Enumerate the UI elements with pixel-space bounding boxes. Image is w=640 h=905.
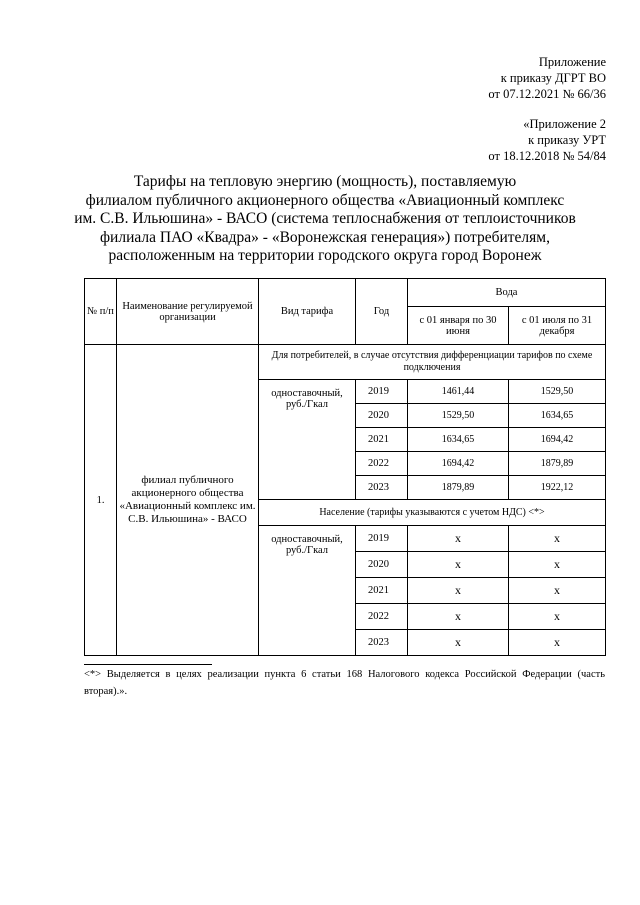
value-cell: x bbox=[408, 604, 509, 630]
title-line: Тарифы на тепловую энергию (мощность), поставляемую bbox=[133, 173, 517, 190]
year-cell: 2022 bbox=[356, 604, 408, 630]
annex-current-line1: Приложение bbox=[538, 55, 606, 69]
value-cell: 1922,12 bbox=[509, 476, 606, 500]
value-cell: 1461,44 bbox=[408, 380, 509, 404]
title-line: филиалом публичного акционерного общества «Авиационный комплекс bbox=[85, 191, 565, 209]
value-cell: x bbox=[408, 552, 509, 578]
section2-heading: Население (тарифы указываются с учетом НДС) <*> bbox=[259, 500, 606, 526]
header-number: № п/п bbox=[85, 279, 117, 345]
year-cell: 2021 bbox=[356, 428, 408, 452]
header-water: Вода bbox=[408, 279, 606, 307]
value-cell: 1529,50 bbox=[408, 404, 509, 428]
row-number: 1. bbox=[85, 345, 117, 656]
section1-heading: Для потребителей, в случае отсутствия дифференциации тарифов по схеме подключения bbox=[259, 345, 606, 380]
footnote: <*> Выделяется в целях реализации пункта 6 статьи 168 Налогового кодекса Российской Федерации (часть вторая).». bbox=[84, 669, 605, 697]
annex-current bbox=[488, 54, 606, 102]
tariff-table bbox=[84, 278, 606, 656]
value-cell: 1634,65 bbox=[509, 404, 606, 428]
header-period-2: с 01 июля по 31 декабря bbox=[509, 307, 606, 345]
section1-tariff-type: одноставочный, руб./Гкал bbox=[259, 380, 356, 500]
value-cell: x bbox=[509, 604, 606, 630]
header-period-1: с 01 января по 30 июня bbox=[408, 307, 509, 345]
value-cell: x bbox=[408, 526, 509, 552]
organization-name: филиал публичного акционерного общества «Авиационный комплекс им. С.В. Ильюшина» - ВАСО bbox=[117, 345, 259, 656]
value-cell: 1529,50 bbox=[509, 380, 606, 404]
footnote-divider bbox=[84, 664, 212, 665]
annex-current-line2: к приказу ДГРТ ВО bbox=[500, 71, 606, 85]
section2-tariff-type: одноставочный, руб./Гкал bbox=[259, 526, 356, 656]
header-year: Год bbox=[356, 279, 408, 345]
year-cell: 2019 bbox=[356, 380, 408, 404]
value-cell: 1694,42 bbox=[509, 428, 606, 452]
title-line: филиала ПАО «Квадра» - «Воронежская генерация») потребителям, bbox=[100, 228, 550, 246]
year-cell: 2021 bbox=[356, 578, 408, 604]
annex-previous-line2: к приказу УРТ bbox=[528, 133, 606, 147]
header-organization: Наименование регулируемой организации bbox=[117, 279, 259, 345]
title-line: расположенным на территории городского округа город Воронеж bbox=[108, 247, 542, 264]
year-cell: 2019 bbox=[356, 526, 408, 552]
title-line: им. С.В. Ильюшина» - ВАСО (система теплоснабжения от теплоисточников bbox=[74, 210, 576, 227]
year-cell: 2020 bbox=[356, 404, 408, 428]
year-cell: 2023 bbox=[356, 476, 408, 500]
year-cell: 2022 bbox=[356, 452, 408, 476]
annex-previous-line1: «Приложение 2 bbox=[523, 117, 606, 131]
year-cell: 2023 bbox=[356, 630, 408, 656]
value-cell: 1879,89 bbox=[509, 452, 606, 476]
header-tariff-type: Вид тарифа bbox=[259, 279, 356, 345]
value-cell: 1694,42 bbox=[408, 452, 509, 476]
annex-previous-line3: от 18.12.2018 № 54/84 bbox=[488, 149, 606, 163]
annex-previous bbox=[488, 116, 606, 164]
annex-current-line3: от 07.12.2021 № 66/36 bbox=[488, 87, 606, 101]
value-cell: 1879,89 bbox=[408, 476, 509, 500]
document-title bbox=[40, 173, 610, 266]
year-cell: 2020 bbox=[356, 552, 408, 578]
value-cell: x bbox=[509, 552, 606, 578]
value-cell: 1634,65 bbox=[408, 428, 509, 452]
value-cell: x bbox=[509, 630, 606, 656]
value-cell: x bbox=[509, 526, 606, 552]
value-cell: x bbox=[408, 630, 509, 656]
value-cell: x bbox=[408, 578, 509, 604]
value-cell: x bbox=[509, 578, 606, 604]
